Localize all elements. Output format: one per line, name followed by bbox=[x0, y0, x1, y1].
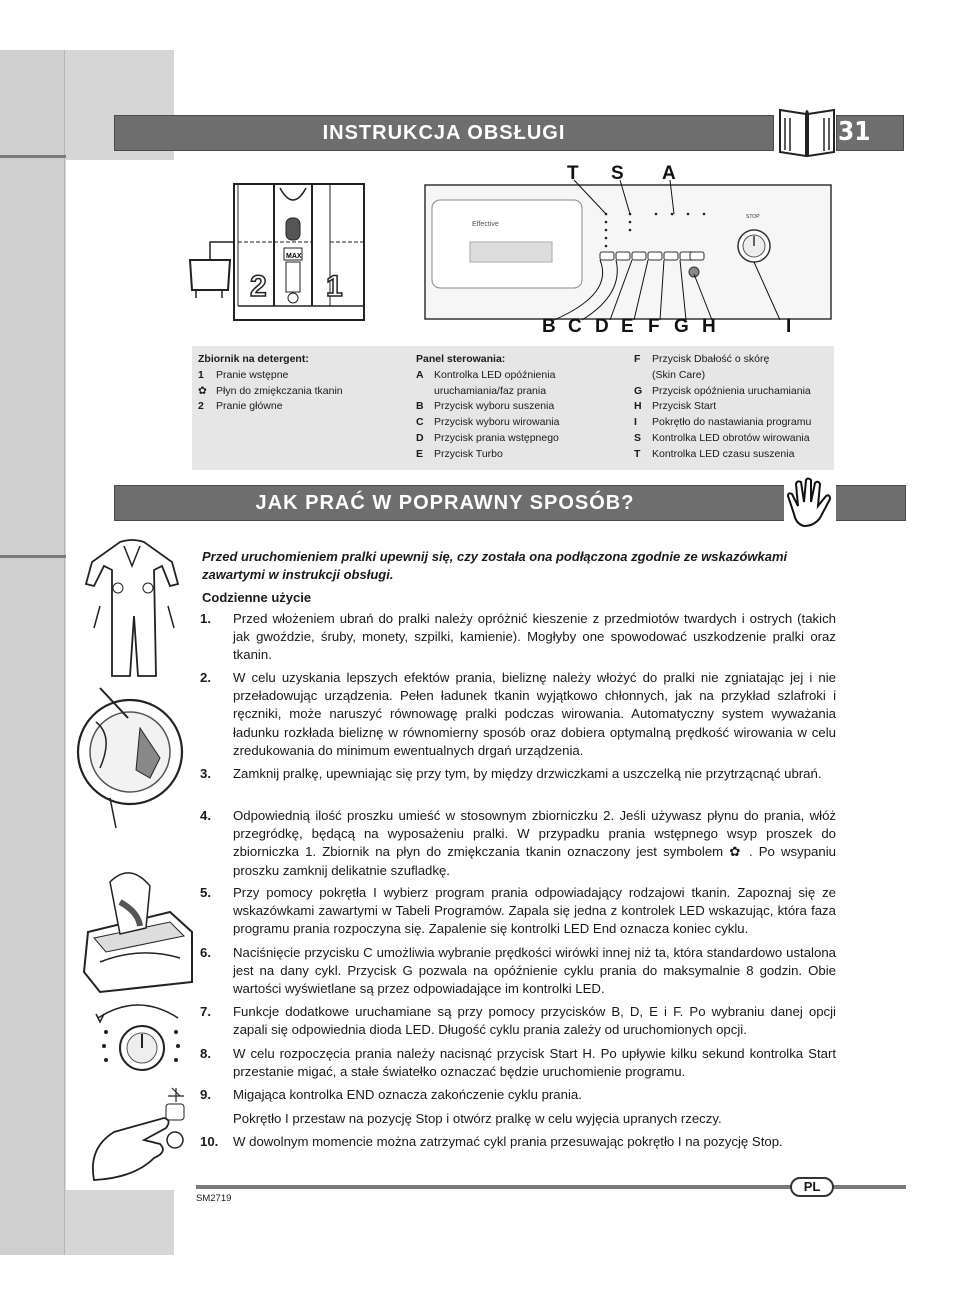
item-text: Funkcje dodatkowe uruchamiane są przy pomocy przycisków B, D, E i F. Po wybraniu danej opcji zapali się odpowiednia dioda LED. Długość cyklu prania zależy od uruchomionych opcji. bbox=[233, 1004, 836, 1038]
legend-value: Płyn do zmiękczania tkanin bbox=[216, 384, 343, 397]
legend-value: Przycisk wyboru wirowania bbox=[434, 416, 560, 429]
legend-row bbox=[416, 368, 559, 384]
legend-key: A bbox=[416, 368, 424, 381]
panel-letter-g: G bbox=[674, 316, 689, 337]
section-title-instructions: INSTRUKCJA OBSŁUGI bbox=[322, 122, 566, 144]
legend-row bbox=[634, 352, 811, 368]
legend-row bbox=[416, 431, 559, 447]
brand-label: Effective bbox=[472, 221, 499, 228]
list-item bbox=[200, 1003, 836, 1039]
legend-box bbox=[192, 346, 834, 470]
legend-row bbox=[634, 399, 811, 415]
program-knob-illustration bbox=[86, 998, 190, 1084]
legend-row bbox=[634, 415, 811, 431]
item-text: Migająca kontrolka END oznacza zakończenie cyklu prania. bbox=[233, 1087, 582, 1102]
legend-heading: Zbiornik na detergent: bbox=[198, 353, 309, 365]
legend-key: T bbox=[634, 447, 641, 460]
legend-row bbox=[416, 384, 559, 400]
panel-letter-s: S bbox=[611, 163, 624, 184]
item-number: 10. bbox=[200, 1134, 219, 1149]
legend-row bbox=[634, 447, 811, 463]
legend-row bbox=[416, 399, 559, 415]
max-label: MAX bbox=[286, 253, 302, 260]
legend-key: C bbox=[416, 416, 424, 429]
compartment-1-label: 1 bbox=[326, 270, 343, 303]
legend-col-panel bbox=[416, 352, 559, 463]
legend-key: S bbox=[634, 431, 642, 444]
panel-letter-d: D bbox=[595, 316, 609, 337]
item-text: Pokrętło I przestaw na pozycję Stop i otwórz pralkę w celu wyjęcia upranych rzeczy. bbox=[233, 1111, 722, 1126]
hand-icon bbox=[784, 474, 836, 530]
panel-letter-i: I bbox=[786, 316, 792, 337]
item-text: W dowolnym momencie można zatrzymać cykl prania przesuwając pokrętło I na pozycję Stop. bbox=[233, 1134, 783, 1149]
clothing-pockets-illustration bbox=[80, 536, 184, 686]
legend-key: H bbox=[634, 400, 642, 413]
page-number: 31 bbox=[838, 117, 871, 147]
legend-value: (Skin Care) bbox=[652, 368, 706, 381]
intro-text: Przed uruchomieniem pralki upewnij się, czy została ona podłączona zgodnie ze wskazówkami zawartymi w instrukcji obsługi. bbox=[202, 549, 788, 582]
item-number: 7. bbox=[200, 1004, 211, 1019]
legend-row bbox=[198, 399, 343, 415]
legend-key: D bbox=[416, 431, 424, 444]
subhead-daily-use: Codzienne użycie bbox=[202, 590, 312, 605]
item-number: 5. bbox=[200, 885, 211, 900]
control-panel-diagram bbox=[424, 184, 834, 320]
list-item bbox=[200, 669, 836, 760]
item-text: Zamknij pralkę, upewniając się przy tym, by między drzwiczkami a uszczelką nie przytrzącnąć ubrań. bbox=[233, 766, 822, 781]
panel-letter-a: A bbox=[662, 163, 676, 184]
list-item bbox=[200, 884, 836, 939]
legend-key bbox=[416, 384, 434, 400]
start-button-press-illustration bbox=[84, 1088, 190, 1188]
legend-value: Przycisk Turbo bbox=[434, 447, 503, 460]
compartment-2-label: 2 bbox=[250, 270, 267, 303]
section-title-washing: JAK PRAĆ W POPRAWNY SPOSÓB? bbox=[255, 492, 635, 514]
legend-row bbox=[634, 431, 811, 447]
item-number: 2. bbox=[200, 670, 211, 685]
panel-letter-t: T bbox=[567, 163, 579, 184]
legend-row bbox=[634, 368, 811, 384]
item-text: W celu uzyskania lepszych efektów prania, bieliznę należy włożyć do pralki nie zgniatając jej i nie przeładowując urządzenia. Pełen ładunek tkanin wyjątkowo chłonnych, jak na przykład szlafroki i ręczniki, może naruszyć równowagę pralki podczas wirowania. Automatyczny system wyważania ładunku rozkłada bieliznę w równomierny sposób oraz dobiera optymalną prędkość wirowania w celu zredukowania do minimum ewentualnych drgań urządzenia. bbox=[233, 670, 836, 758]
list-item bbox=[200, 807, 836, 880]
legend-key: B bbox=[416, 400, 424, 413]
list-item bbox=[200, 1110, 836, 1128]
list-item bbox=[200, 944, 836, 999]
list-item bbox=[200, 610, 836, 665]
legend-value: Kontrolka LED czasu suszenia bbox=[652, 447, 795, 460]
stop-label: STOP bbox=[746, 214, 760, 220]
legend-key: 2 bbox=[198, 400, 204, 413]
legend-value: Pranie wstępne bbox=[216, 368, 289, 381]
item-text: W celu rozpoczęcia prania należy nacisnąć przycisk Start H. Po upływie kilku sekund kontrolka Start przestanie migać, a stałe światełko oznaczać będzie uruchomienie programu. bbox=[233, 1046, 836, 1080]
detergent-drawer-illustration bbox=[80, 842, 196, 992]
legend-value: Kontrolka LED opóźnienia bbox=[434, 368, 556, 381]
legend-value: Kontrolka LED obrotów wirowania bbox=[652, 431, 810, 444]
item-number: 1. bbox=[200, 611, 211, 626]
item-number: 3. bbox=[200, 766, 211, 781]
legend-row bbox=[634, 384, 811, 400]
legend-row bbox=[416, 415, 559, 431]
side-band bbox=[0, 50, 64, 1255]
list-item bbox=[200, 1086, 836, 1104]
header-bar-1 bbox=[114, 115, 774, 151]
legend-key: F bbox=[634, 353, 641, 365]
panel-letter-h: H bbox=[702, 316, 716, 337]
legend-value: Przycisk prania wstępnego bbox=[434, 431, 559, 444]
item-text: Odpowiednią ilość proszku umieść w stosownym zbiorniczku 2. Jeśli używasz płynu do prania, włóż przegródkę, będącą na wyposażeniu pralki. W przypadku prania wstępnego wsyp proszek do zbiorniczka 1. Zbiornik na płyn do zmiękczania tkanin oznaczony jest symbolem ✿ . Po wsypaniu proszku zamknij delikatnie szufladkę. bbox=[233, 808, 836, 878]
detergent-drawer-diagram bbox=[186, 182, 376, 324]
legend-value: Pokrętło do nastawiania programu bbox=[652, 416, 812, 429]
document-code: SM2719 bbox=[196, 1193, 232, 1204]
legend-heading: Panel sterowania: bbox=[416, 353, 506, 365]
legend-key bbox=[634, 368, 652, 384]
panel-letter-f: F bbox=[648, 316, 660, 337]
list-item bbox=[200, 765, 836, 783]
item-number: 6. bbox=[200, 945, 211, 960]
legend-value: Przycisk wyboru suszenia bbox=[434, 400, 555, 413]
legend-key: E bbox=[416, 447, 424, 460]
flower-icon: ✿ bbox=[198, 384, 207, 397]
legend-value: Przycisk Start bbox=[652, 400, 717, 413]
legend-value: uruchamiania/faz prania bbox=[434, 384, 547, 397]
item-text: Naciśnięcie przycisku C umożliwia wybranie prędkości wirówki innej niż ta, która standardowo ustalona jest na dany cykl. Przycisk G pozwala na opóźnienie cyklu prania do maksymalnie 8 godzin. Obie wartości wyświetlane są przez odpowiadające im kontrolki LED. bbox=[233, 945, 836, 997]
item-number: 8. bbox=[200, 1046, 211, 1061]
legend-col-buttons bbox=[634, 352, 811, 463]
list-item bbox=[200, 1133, 836, 1151]
washing-machine-door-illustration bbox=[70, 688, 190, 828]
panel-letter-c: C bbox=[568, 316, 582, 337]
side-rule-2 bbox=[0, 555, 66, 558]
language-badge: PL bbox=[790, 1177, 834, 1197]
legend-value: Pranie główne bbox=[216, 400, 283, 413]
legend-value: Przycisk Dbałość o skórę bbox=[652, 353, 770, 365]
item-text: Przed włożeniem ubrań do pralki należy opróżnić kieszenie z przedmiotów twardych i ostrych (takich jak gwoździe, śruby, monety, szpilki, kamienie). Mogłyby one spowodować uszkodzenie pralki oraz tkanin. bbox=[233, 611, 836, 663]
legend-key: I bbox=[634, 416, 637, 429]
panel-letter-b: B bbox=[542, 316, 556, 337]
legend-row bbox=[198, 368, 343, 384]
legend-value: Przycisk opóźnienia uruchamiania bbox=[652, 384, 811, 397]
panel-letter-e: E bbox=[621, 316, 634, 337]
item-number: 9. bbox=[200, 1087, 211, 1102]
list-item bbox=[200, 1045, 836, 1081]
legend-key: G bbox=[634, 384, 643, 397]
side-rule-1 bbox=[0, 155, 66, 158]
legend-col-detergent bbox=[198, 352, 343, 415]
item-text: Przy pomocy pokrętła I wybierz program prania odpowiadający rodzajowi tkanin. Zapoznaj się ze wskazówkami zawartymi w Tabeli Programów. Zapala się jedna z kontrolek LED wskazując, która faza programu prania rozpoczyna się. Zapalenie się kontrolki LED End oznacza koniec cyklu. bbox=[233, 885, 836, 937]
legend-row bbox=[416, 447, 559, 463]
legend-row bbox=[198, 384, 343, 400]
book-icon bbox=[776, 102, 838, 158]
item-number: 4. bbox=[200, 808, 211, 823]
legend-key: 1 bbox=[198, 368, 204, 381]
